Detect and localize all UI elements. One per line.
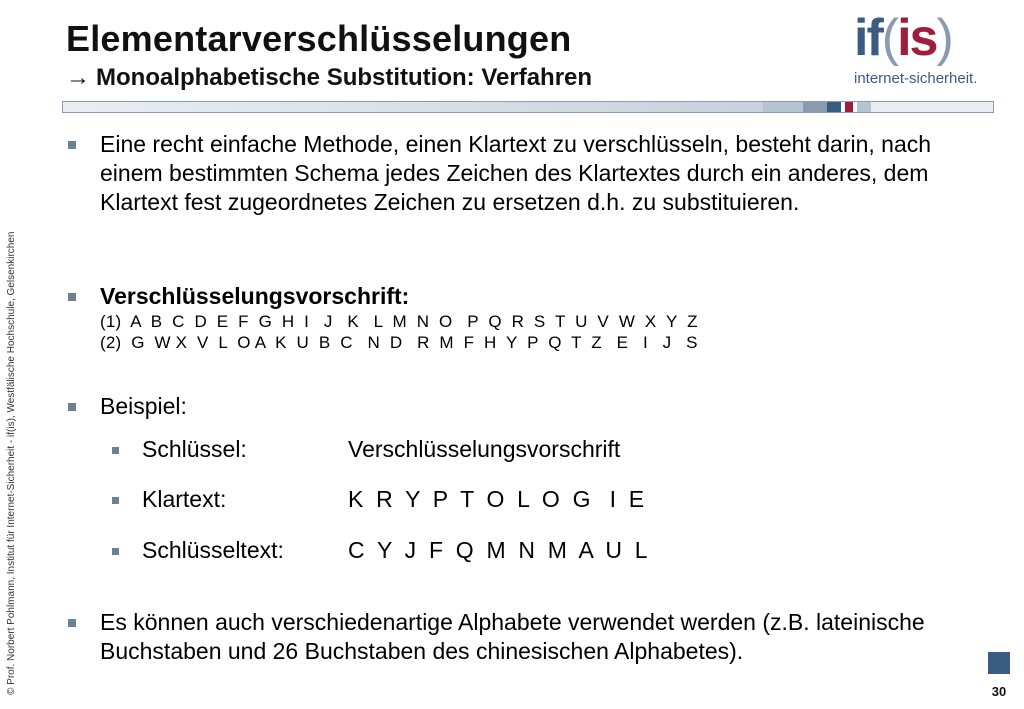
bullet-square-icon xyxy=(68,293,76,301)
key-label: Schlüssel: xyxy=(142,436,247,462)
rule-segment-red xyxy=(845,102,853,112)
alphabet-row-1: (1) A B C D E F G H I J K L M N O P Q R S T U V W X Y Z xyxy=(100,312,698,331)
header-rule xyxy=(62,101,994,113)
bullet-text-method: Eine recht einfache Methode, einen Klartext zu verschlüsseln, besteht darin, nach einem bestimmten Schema jedes Zeichen des Klartextes durch ein anderes, dem Klartext fest zugeordnetes Zeichen zu ersetzen d.h. zu substituieren. xyxy=(100,131,932,215)
logo-tagline: internet-sicherheit. xyxy=(854,70,978,87)
arrow-right-icon: → xyxy=(66,64,90,91)
bullet-text-alphabets: Es können auch verschiedenartige Alphabete verwendet werden (z.B. lateinische Buchstaben und 26 Buchstaben des chinesischen Alphabetes). xyxy=(100,609,925,664)
bullet-square-icon xyxy=(68,403,76,411)
ciphertext-value: C Y J F Q M N M A U L xyxy=(348,537,648,563)
bullet-rule xyxy=(100,282,950,353)
example-heading: Beispiel: xyxy=(100,393,187,419)
logo-open-paren: ( xyxy=(881,9,898,67)
logo-is: is xyxy=(897,9,937,67)
sub-bullet-square-icon xyxy=(112,447,119,454)
alphabet-row-2: (2) G W X V L O A K U B C N D R M F H Y P Q T Z E I J S xyxy=(100,333,698,352)
rule-segment xyxy=(763,102,803,112)
bullet-square-icon xyxy=(68,141,76,149)
logo-if: if xyxy=(854,9,882,67)
page-number: 30 xyxy=(991,684,1007,699)
slide-title: Elementarverschlüsselungen xyxy=(66,18,572,59)
ifis-logo xyxy=(848,8,998,94)
rule-segment xyxy=(803,102,827,112)
ciphertext-label: Schlüsseltext: xyxy=(142,537,284,563)
rule-segment xyxy=(857,102,871,112)
logo-mark xyxy=(854,8,952,68)
rule-segment xyxy=(827,102,841,112)
plaintext-label: Klartext: xyxy=(142,486,227,512)
copyright-side-text: © Prof. Norbert Pohlmann, Institut für Internet-Sicherheit - if(is), Westfälische Hochschule, Gelsenkirchen xyxy=(6,231,17,695)
key-value: Verschlüsselungsvorschrift xyxy=(348,436,621,462)
page-marker-box xyxy=(988,652,1010,674)
rule-segment xyxy=(871,102,993,112)
rule-heading: Verschlüsselungsvorschrift: xyxy=(100,283,410,309)
bullet-square-icon xyxy=(68,619,76,627)
sub-bullet-square-icon xyxy=(112,548,119,555)
header-rule-gradient xyxy=(63,102,763,112)
sub-bullet-square-icon xyxy=(112,497,119,504)
subtitle-text: Monoalphabetische Substitution: Verfahren xyxy=(96,64,593,91)
slide-subtitle xyxy=(66,64,592,92)
plaintext-value: K R Y P T O L O G I E xyxy=(348,486,645,512)
logo-close-paren: ) xyxy=(936,9,952,67)
